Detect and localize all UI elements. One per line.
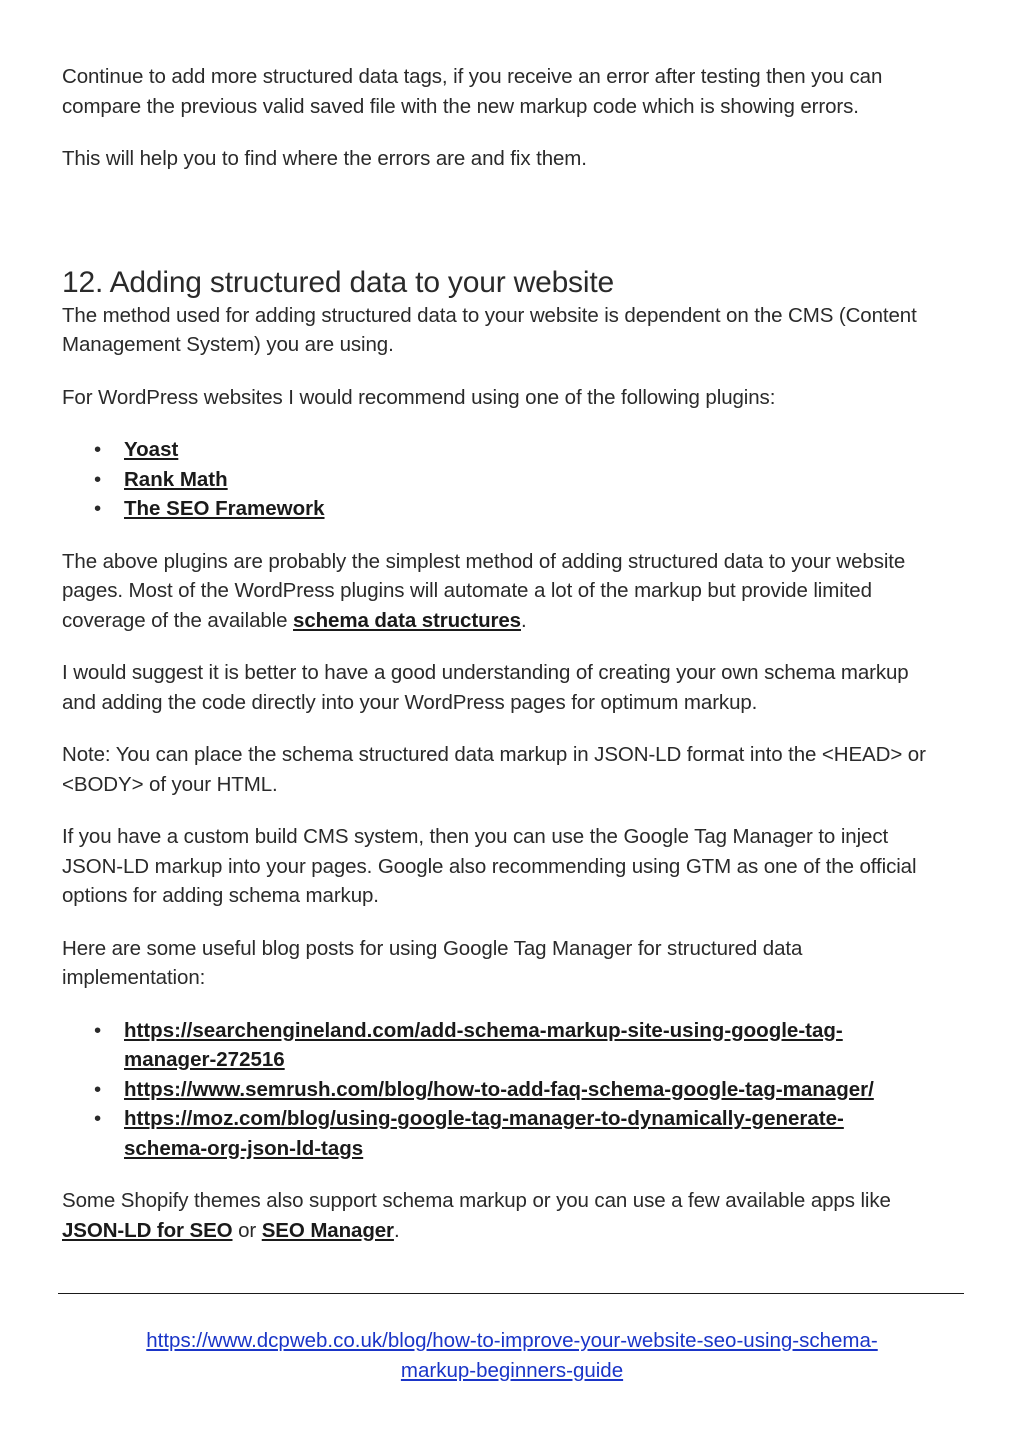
shopify-period: . (393, 1218, 400, 1242)
blog-link-searchengineland[interactable]: https://searchengineland.com/add-schema-markup-site-using-google-tag-manager-272516 (124, 1018, 843, 1071)
shopify-paragraph (62, 1186, 922, 1245)
footer-url-line-2[interactable]: markup-beginners-guide (400, 1358, 624, 1382)
plugin-link-yoast[interactable]: Yoast (124, 438, 179, 461)
list-item (124, 1016, 914, 1075)
list-item (124, 1104, 914, 1163)
list-item (124, 435, 957, 465)
shopify-or: or (232, 1218, 262, 1242)
blog-link-moz[interactable]: https://moz.com/blog/using-google-tag-manager-to-dynamically-generate-schema-org-json-ld-tags (124, 1107, 844, 1160)
wordpress-paragraph: For WordPress websites I would recommend using one of the following plugins: (62, 385, 776, 409)
list-item (124, 1075, 914, 1105)
footer-url-line-1[interactable]: https://www.dcpweb.co.uk/blog/how-to-improve-your-website-seo-using-schema- (146, 1329, 878, 1352)
footer-source-link[interactable] (62, 1326, 962, 1385)
plugin-list (62, 435, 957, 524)
method-paragraph: The method used for adding structured data to your website is dependent on the CMS (Content Management System) you are using. (62, 303, 917, 356)
blog-link-semrush[interactable]: https://www.semrush.com/blog/how-to-add-faq-schema-google-tag-manager/ (124, 1077, 874, 1101)
blog-intro-paragraph: Here are some useful blog posts for using Google Tag Manager for structured data implementation: (62, 936, 803, 989)
intro-paragraph-help: This will help you to find where the errors are and fix them. (62, 147, 587, 170)
section-heading: 12. Adding structured data to your website (62, 265, 614, 299)
list-item (124, 494, 957, 524)
shopify-text: Some Shopify themes also support schema markup or you can use a few available apps like (62, 1189, 891, 1212)
plugins-text: The above plugins are probably the simplest method of adding structured data to your website pages. Most of the WordPress plugins will automate a lot of the markup but provide limited coverage of the available (62, 549, 906, 632)
custom-cms-paragraph: If you have a custom build CMS system, then you can use the Google Tag Manager to inject JSON-LD markup into your pages. Google also recommending using GTM as one of the official options for adding schema markup. (62, 825, 917, 907)
document-page (62, 62, 957, 1268)
schema-data-structures-link[interactable]: schema data structures (293, 608, 521, 632)
suggest-paragraph: I would suggest it is better to have a good understanding of creating your own schema markup and adding the code directly into your WordPress pages for optimum markup. (62, 661, 909, 714)
section-spacer (62, 197, 957, 265)
blog-link-list (62, 1016, 914, 1164)
note-paragraph: Note: You can place the schema structured data markup in JSON-LD format into the <HEAD> or <BODY> of your HTML. (62, 743, 926, 796)
json-ld-for-seo-link[interactable]: JSON-LD for SEO (62, 1218, 233, 1242)
list-item (124, 465, 957, 495)
plugins-period: . (521, 608, 527, 632)
intro-paragraph-continue: Continue to add more structured data tags, if you receive an error after testing then you can compare the previous valid saved file with the new markup code which is showing errors. (62, 65, 883, 118)
footer-divider (58, 1293, 964, 1294)
plugin-link-seo-framework[interactable]: The SEO Framework (124, 497, 325, 520)
seo-manager-link[interactable]: SEO Manager (261, 1218, 394, 1242)
plugin-link-rank-math[interactable]: Rank Math (124, 467, 228, 491)
plugins-paragraph (62, 547, 954, 636)
